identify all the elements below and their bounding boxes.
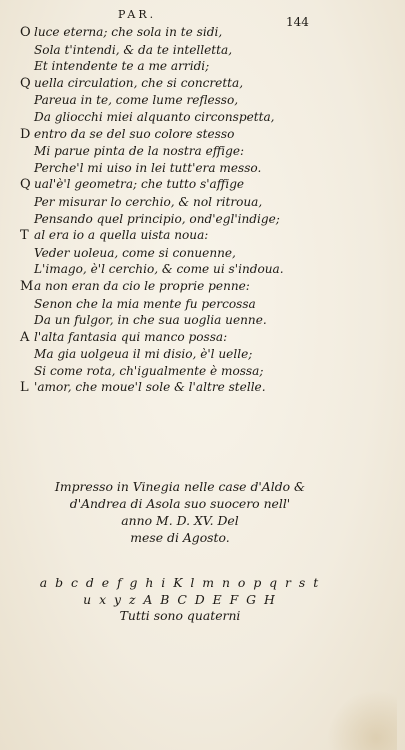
drop-letter: D bbox=[20, 126, 31, 142]
verse-line bbox=[20, 24, 350, 42]
drop-letter: Q bbox=[20, 75, 31, 91]
verse-line bbox=[20, 42, 350, 59]
drop-letter: O bbox=[20, 25, 31, 40]
verse-text: Perche'l mi uiso in lei tutt'era messo. bbox=[34, 160, 262, 175]
verse-text: entro da se del suo colore stesso bbox=[34, 126, 235, 141]
colophon-line: mese di Agosto. bbox=[130, 530, 230, 545]
verse-text: Ma gia uolgeua il mi disio, è'l uelle; bbox=[34, 347, 253, 362]
signature-register bbox=[30, 575, 330, 625]
verse-line bbox=[20, 329, 350, 347]
running-head: PAR. bbox=[118, 8, 157, 21]
verse-block bbox=[20, 24, 350, 397]
drop-letter: M bbox=[20, 278, 34, 294]
drop-letter: Q bbox=[20, 177, 31, 193]
register-note: Tutti sono quaterni bbox=[119, 608, 241, 623]
verse-line bbox=[20, 379, 350, 397]
register-letters-line: u x y z A B C D E F G H bbox=[83, 591, 277, 607]
drop-letter: A bbox=[20, 329, 30, 345]
verse-text: uella circulation, che si concretta, bbox=[34, 75, 244, 90]
verse-line bbox=[20, 75, 350, 93]
drop-letter: L bbox=[20, 380, 29, 396]
verse-line bbox=[20, 261, 350, 278]
register-letters-line: a b c d e f g h i K l m n o p q r s t bbox=[39, 575, 321, 590]
colophon-line: d'Andrea di Asola suo suocero nell' bbox=[69, 496, 291, 511]
verse-line bbox=[20, 296, 350, 313]
verse-line bbox=[20, 126, 350, 144]
verse-text: Veder uoleua, come si conuenne, bbox=[34, 245, 236, 260]
verse-text: l'alta fantasia qui manco possa: bbox=[34, 329, 228, 344]
verse-line bbox=[20, 312, 350, 329]
drop-letter: T bbox=[20, 228, 29, 244]
verse-text: Senon che la mia mente fu percossa bbox=[34, 296, 256, 311]
verse-line bbox=[20, 143, 350, 160]
verse-text: Per misurar lo cerchio, & nol ritroua, bbox=[34, 194, 263, 209]
verse-line bbox=[20, 211, 350, 228]
verse-line bbox=[20, 346, 350, 363]
verse-text: Si come rota, ch'igualmente è mossa; bbox=[34, 363, 264, 378]
verse-text: Pareua in te, come lume reflesso, bbox=[34, 93, 239, 108]
verse-line bbox=[20, 109, 350, 126]
verse-line bbox=[20, 92, 350, 109]
colophon bbox=[30, 478, 330, 546]
verse-text: a non eran da cio le proprie penne: bbox=[34, 278, 250, 293]
verse-text: L'imago, è'l cerchio, & come ui s'indoua. bbox=[34, 262, 284, 277]
verse-text: Et intendente te a me arridi; bbox=[34, 59, 210, 74]
verse-line bbox=[20, 245, 350, 262]
verse-text: ual'è'l geometra; che tutto s'affige bbox=[34, 177, 245, 192]
verse-text: luce eterna; che sola in te sidi, bbox=[34, 25, 223, 39]
verse-line bbox=[20, 176, 350, 194]
verse-line bbox=[20, 227, 350, 245]
verse-line bbox=[20, 278, 350, 296]
verse-text: Da un fulgor, in che sua uoglia uenne. bbox=[34, 313, 267, 328]
verse-text: Pensando quel principio, ond'egl'indige; bbox=[34, 211, 280, 226]
verse-text: al era io a quella uista noua: bbox=[34, 228, 209, 243]
verse-line bbox=[20, 58, 350, 75]
verse-line bbox=[20, 194, 350, 211]
verse-text: Sola t'intendi, & da te intelletta, bbox=[34, 42, 233, 57]
colophon-line: anno M. D. XV. Del bbox=[121, 513, 239, 528]
page-number: 144 bbox=[286, 15, 309, 29]
colophon-line: Impresso in Vinegia nelle case d'Aldo & bbox=[54, 479, 306, 494]
verse-text: Mi parue pinta de la nostra effige: bbox=[34, 144, 245, 159]
verse-line bbox=[20, 363, 350, 380]
verse-text: Da gliocchi miei alquanto circonspetta, bbox=[34, 109, 275, 124]
verse-line bbox=[20, 160, 350, 177]
verse-text: 'amor, che moue'l sole & l'altre stelle. bbox=[34, 380, 266, 395]
